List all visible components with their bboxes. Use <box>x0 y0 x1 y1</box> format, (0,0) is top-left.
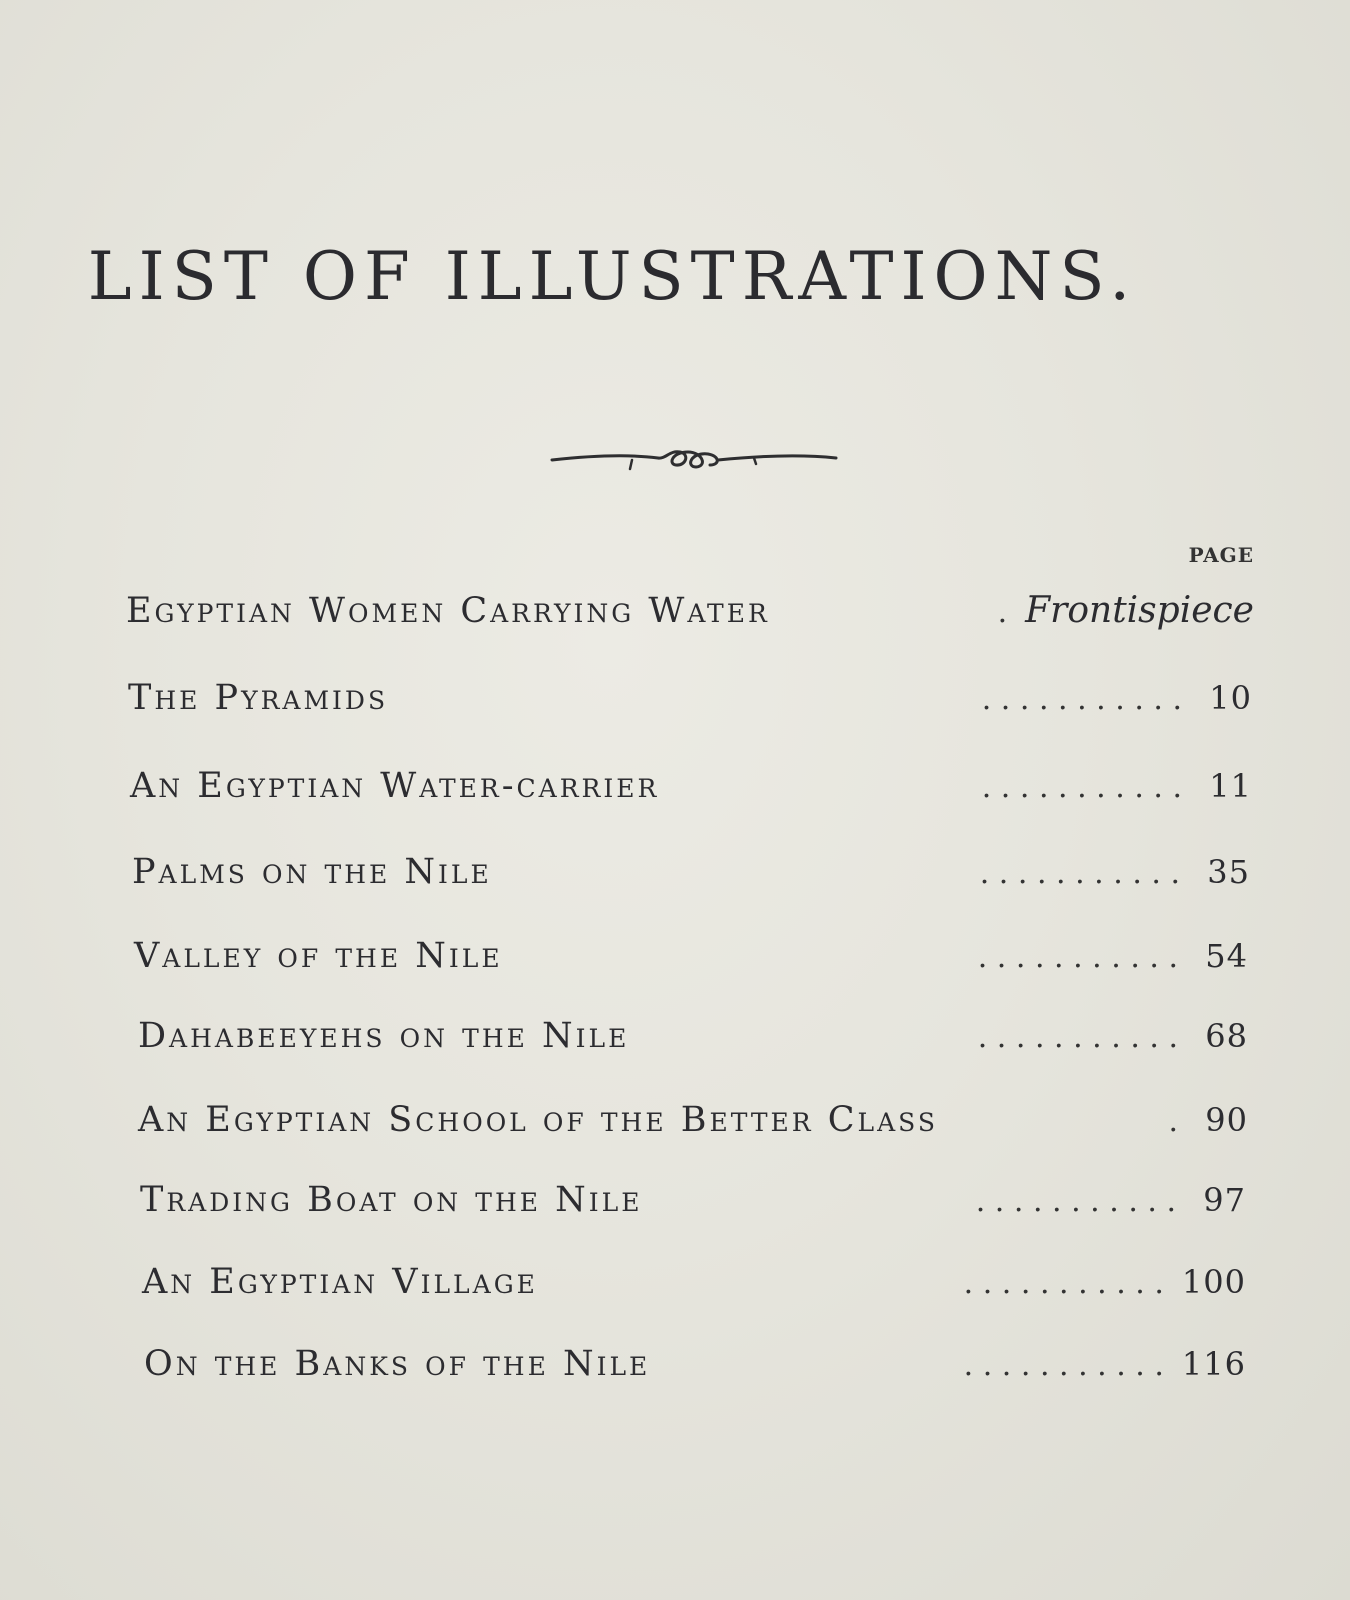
decorative-flourish-ornament <box>548 440 840 480</box>
toc-entry <box>130 766 1252 806</box>
toc-entry <box>142 1262 1246 1302</box>
entry-page: 97 <box>1203 1181 1246 1219</box>
toc-entry <box>138 1100 1248 1140</box>
dot-leader: . <box>997 595 1008 630</box>
dot-leader: . . . . . . . . . . . <box>981 682 1182 717</box>
entry-title: An Egyptian School of the Better Class <box>138 1100 938 1140</box>
toc-entry <box>126 590 1254 631</box>
entry-title: Trading Boat on the Nile <box>140 1180 643 1220</box>
dot-leader: . . . . . . . . . . . <box>963 1266 1164 1301</box>
toc-entry <box>138 1016 1248 1056</box>
entry-title: An Egyptian Village <box>142 1262 538 1302</box>
toc-entry <box>144 1344 1246 1384</box>
entry-page: 68 <box>1205 1017 1248 1055</box>
entry-page: Frontispiece <box>1025 590 1254 631</box>
entry-title: Palms on the Nile <box>132 852 492 892</box>
toc-entry <box>134 936 1248 976</box>
entry-title: An Egyptian Water-carrier <box>130 766 660 806</box>
entry-page: 11 <box>1209 767 1252 805</box>
entry-page: 90 <box>1205 1101 1248 1139</box>
dot-leader: . . . . . . . . . . . <box>975 1184 1176 1219</box>
entry-page: 10 <box>1209 679 1252 717</box>
entry-page: 54 <box>1205 937 1248 975</box>
dot-leader: . . . . . . . . . . . <box>977 940 1178 975</box>
dot-leader: . . . . . . . . . . . <box>981 770 1182 805</box>
toc-entry <box>132 852 1250 892</box>
entry-page: 100 <box>1181 1263 1246 1301</box>
entry-title: The Pyramids <box>128 678 389 718</box>
entry-page: 116 <box>1181 1345 1246 1383</box>
dot-leader: . . . . . . . . . . . <box>977 1020 1178 1055</box>
dot-leader: . . . . . . . . . . . <box>963 1348 1164 1383</box>
entry-page: 35 <box>1207 853 1250 891</box>
entry-title: Egyptian Women Carrying Water <box>126 591 770 631</box>
dot-leader: . <box>1168 1104 1178 1139</box>
page-title: LIST OF ILLUSTRATIONS. <box>87 238 1138 315</box>
toc-entry <box>140 1180 1246 1220</box>
entry-title: Dahabeeyehs on the Nile <box>138 1016 630 1056</box>
dot-leader: . . . . . . . . . . . <box>979 856 1180 891</box>
entry-title: On the Banks of the Nile <box>144 1344 651 1384</box>
page-column-header: PAGE <box>1188 543 1254 567</box>
entry-title: Valley of the Nile <box>134 936 503 976</box>
toc-entry <box>128 678 1252 718</box>
